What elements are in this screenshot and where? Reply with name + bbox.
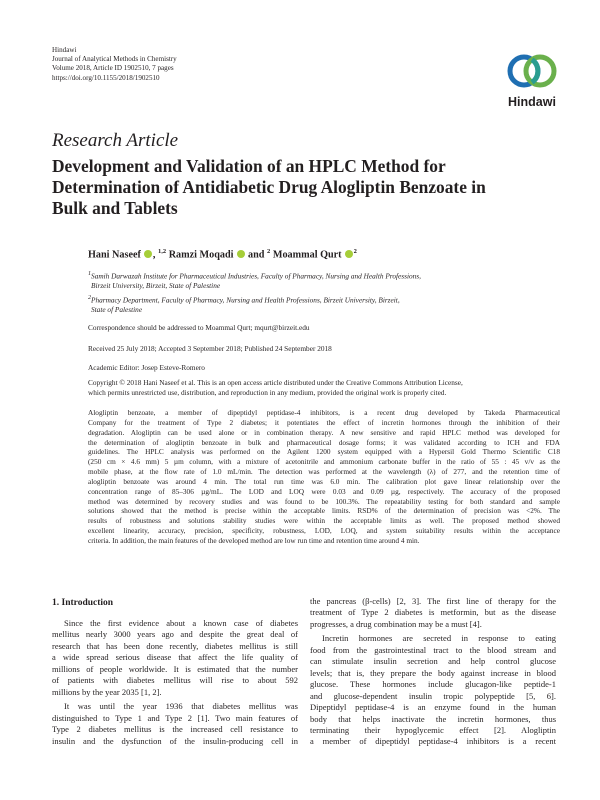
- body-text-line: insulin and the dysfunction of the insulin-producing cell in: [52, 735, 298, 746]
- body-text-line: terminating their hypoglycemic effect [2]. Alogliptin: [310, 724, 556, 735]
- abstract-line: excellent linearity, accuracy, precision, specificity, robustness, LOD, LOQ, and system suitability results within the acceptance: [88, 526, 560, 536]
- copyright-line: which permits unrestricted use, distribution, and reproduction in any medium, provided the original work is properly cited.: [88, 388, 447, 397]
- section-heading-introduction: 1. Introduction: [52, 598, 114, 608]
- article-dates: Received 25 July 2018; Accepted 3 September 2018; Published 24 September 2018: [88, 344, 332, 353]
- author-affiliation-mark: 2: [267, 248, 271, 255]
- logo-text: Hindawi: [508, 95, 556, 109]
- body-text-line: food from the gastrointestinal tract to the blood stream and: [310, 644, 556, 655]
- affiliation-1: [88, 270, 558, 291]
- title-line: Determination of Antidiabetic Drug Alogliptin Benzoate in: [52, 177, 486, 197]
- abstract-line: (250 cm × 4.6 mm) 5 µm column, with a mixture of acetonitrile and ammonium carbonate buffer in the ratio of 55 : 45 v/v as the: [88, 457, 560, 467]
- journal-name: Journal of Analytical Methods in Chemistry: [52, 55, 177, 64]
- journal-info: [52, 46, 177, 83]
- body-text-line: research that has been done recently, diabetes mellitus is still: [52, 640, 298, 651]
- abstract-line: Alogliptin benzoate, a member of dipeptidyl peptidase-4 inhibitors, is a recent drug developed by Takeda Pharmaceutical: [88, 408, 560, 417]
- body-column-left: [52, 618, 298, 747]
- orcid-icon[interactable]: [345, 250, 353, 258]
- body-text-line: distinguished to Type 1 and Type 2 [1]. Two main features of: [52, 712, 298, 723]
- body-text-line: levels; that is, they prepare the body against increase in blood: [310, 667, 556, 678]
- affiliation-text: State of Palestine: [91, 305, 143, 315]
- hindawi-logo-icon: [500, 45, 564, 95]
- body-text-line: mellitus nearly 3000 years ago and despite the great deal of: [52, 629, 298, 640]
- author-affiliation-mark: 1,2: [158, 248, 167, 255]
- affiliation-2: [88, 294, 558, 315]
- copyright-line: Copyright © 2018 Hani Naseef et al. This is an open access article distributed under the Creative Commons Attribution License,: [88, 378, 463, 387]
- abstract-line: solutions showed that the method is precise within the acceptable limits. RSD% of the determination of precision was <2%. The: [88, 506, 560, 516]
- body-text-line: Incretin hormones are secreted in response to eating: [322, 633, 556, 644]
- body-text-line: progresses, a drug combination may be a must [4].: [310, 618, 482, 629]
- author-separator: ,: [152, 249, 159, 261]
- hindawi-logo[interactable]: [500, 45, 564, 115]
- copyright-notice: [88, 378, 560, 398]
- affiliation-text: Pharmacy Department, Faculty of Pharmacy, Nursing and Health Professions, Birzeit University, Birzeit,: [91, 295, 400, 305]
- author-list: [88, 248, 357, 260]
- abstract-line: method was determined by recovery studies and was found to be 100.3%. The repeatability testing for both standard and sample: [88, 496, 560, 506]
- abstract-line: Company for the treatment of Type 2 diabetes; it potentiates the effect of incretin hormones through the inhibition of their: [88, 417, 560, 427]
- affiliation-text: Samih Darwazah Institute for Pharmaceutical Industries, Faculty of Pharmacy, Nursing and Health Professions,: [91, 271, 421, 281]
- body-column-right: [310, 596, 556, 748]
- body-text-line: glucose. These hormones include glucagon-like peptide-1: [310, 679, 556, 690]
- body-text-line: millions by the year 2035 [1, 2].: [52, 686, 162, 697]
- body-text-line: and glucose-dependent insulin tropic polypeptide [5, 6].: [310, 690, 556, 701]
- author-name: Moammal Qurt: [272, 249, 342, 261]
- body-text-line: Since the first evidence about a known case of diabetes: [64, 618, 298, 628]
- author-affiliation-mark: 2: [353, 248, 357, 255]
- author-name: Hani Naseef: [88, 249, 141, 261]
- body-text-line: body that helps inactivate the incretin hormones, thus: [310, 713, 556, 724]
- title-line: Development and Validation of an HPLC Method for: [52, 156, 446, 176]
- abstract: [88, 408, 560, 546]
- correspondence: Correspondence should be addressed to Moammal Qurt; mqurt@birzeit.edu: [88, 323, 310, 332]
- doi-link[interactable]: https://doi.org/10.1155/2018/1902510: [52, 73, 160, 82]
- body-text-line: Dipeptidyl peptidase-4 is an enzyme found in the human: [310, 702, 556, 713]
- orcid-icon[interactable]: [144, 250, 152, 258]
- body-text-line: of patients with diabetes mellitus will rise to about 592: [52, 675, 298, 686]
- body-text-line: a wide spread serious disease that affect the life quality of: [52, 652, 298, 663]
- article-type: Research Article: [52, 130, 179, 151]
- abstract-line: alogliptin benzoate was around 4 min. The total run time was 6.0 min. The calibration plot gave linear relationship over the: [88, 476, 560, 486]
- affiliation-text: Birzeit University, Birzeit, State of Palestine: [91, 281, 221, 291]
- abstract-line: guidelines. The HPLC analysis was performed on the Agilent 1200 system equipped with a Hypersil Gold Thermo Scientific C18: [88, 447, 560, 457]
- publisher-name: Hindawi: [52, 46, 77, 54]
- author-name: Ramzi Moqadi: [168, 249, 234, 261]
- author-separator: and: [245, 249, 268, 261]
- body-text-line: a member of dipeptidyl peptidase-4 inhibitors is a recent: [310, 736, 556, 747]
- paper-title: [52, 156, 562, 219]
- body-text-line: It was until the year 1936 that diabetes mellitus was: [64, 701, 298, 712]
- affiliation-mark: 2: [88, 295, 92, 301]
- volume-line: Volume 2018, Article ID 1902510, 7 pages: [52, 64, 174, 73]
- body-text-line: Type 2 diabetes mellitus is the increased cell resistance to: [52, 724, 298, 735]
- body-text-line: millions of people worldwide. It is estimated that the number: [52, 663, 298, 674]
- body-text-line: can stimulate insulin secretion and help control glucose: [310, 656, 556, 667]
- body-text-line: treatment of Type 2 diabetes is metformin, but as the disease: [310, 607, 556, 618]
- orcid-icon[interactable]: [237, 250, 245, 258]
- body-text-line: the pancreas (β-cells) [2, 3]. The first line of therapy for the: [310, 596, 556, 606]
- abstract-line: criteria. In addition, the main features of the developed method are low run time and retention time around 4 min.: [88, 535, 420, 545]
- abstract-line: mobile phase, at the flow rate of 1.0 mL/min. The detection was performed at the wavelength (λ) of 277, and the retention time of: [88, 467, 560, 477]
- abstract-line: results of robustness and solutions stability studies were within the acceptable limits as well. The proposed method showed: [88, 516, 560, 526]
- abstract-line: the determination of alogliptin benzoate in bulk and pharmaceutical dosage forms; it was validated according to ICH and FDA: [88, 437, 560, 447]
- abstract-line: degradation. Alogliptin can be used alone or in combination therapy. A new sensitive and rapid HPLC method was developed for: [88, 427, 560, 437]
- abstract-line: concentration range of 85–306 µg/mL. The LOD and LOQ were 0.03 and 0.09 µg, respectively. The accuracy of the proposed: [88, 486, 560, 496]
- title-line: Bulk and Tablets: [52, 198, 178, 218]
- academic-editor: Academic Editor: Josep Esteve-Romero: [88, 363, 205, 372]
- affiliation-mark: 1: [88, 271, 92, 277]
